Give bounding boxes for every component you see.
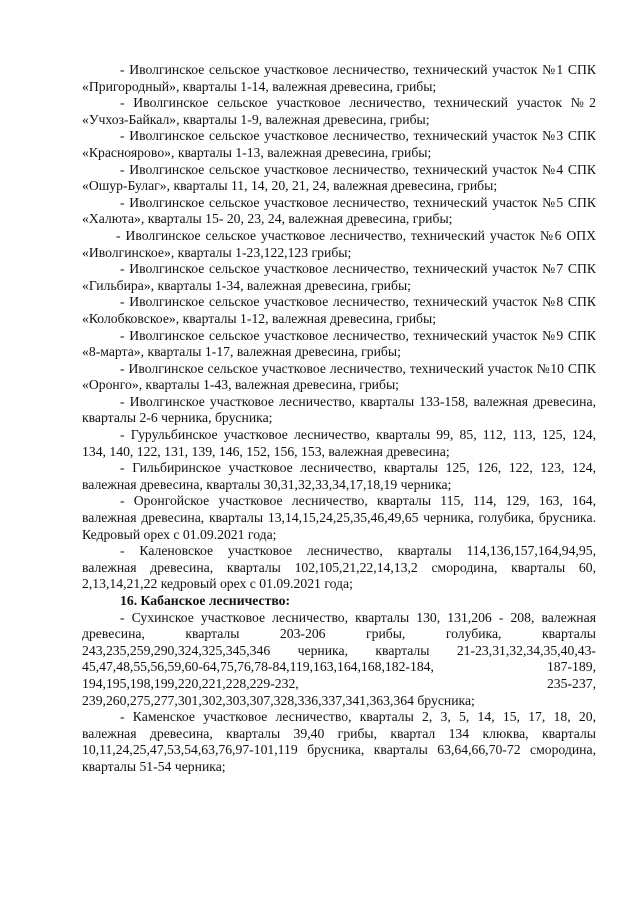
paragraph-10: - Иволгинское сельское участковое лесничество, технический участок №10 СПК «Оронго», кварталы 1-43, валежная древесина, грибы; [82, 360, 596, 393]
paragraph-16: - Сухинское участковое лесничество, кварталы 130, 131,206 - 208, валежная древесина, кварталы 203-206 грибы, голубика, кварталы 243,235,259,290,324,325,345,346 черника, кварталы 21-23,31,32,34,35,40,43-45,47,48,55,56,59,60-64,75,76,78-84,119,163,164,168,182-184, 187-189, 194,195,198,199,220,221,228,229-232, 235-237, 239,260,275,277,301,302,303,307,328,336,337,341,363,364 брусника; [82, 609, 596, 708]
paragraph-14: - Оронгойское участковое лесничество, кварталы 115, 114, 129, 163, 164, валежная древесина, кварталы 13,14,15,24,25,35,46,49,65 черника, голубика, брусника. Кедровый орех с 01.09.2021 года; [82, 493, 596, 542]
paragraph-8: - Иволгинское сельское участковое лесничество, технический участок №8 СПК «Колобковское», кварталы 1-12, валежная древесина, грибы; [82, 294, 596, 326]
paragraph-17: - Каменское участковое лесничество, кварталы 2, 3, 5, 14, 15, 17, 18, 20, валежная древесина, кварталы 39,40 грибы, квартал 134 клюква, кварталы 10,11,24,25,47,53,54,63,76,97-101,119 брусника, кварталы 63,64,66,70-72 смородина, кварталы 51-54 черника; [82, 709, 596, 774]
paragraph-3: - Иволгинское сельское участковое лесничество, технический участок №3 СПК «Краснояровo», кварталы 1-13, валежная древесина, грибы; [82, 128, 596, 160]
paragraph-2: - Иволгинское сельское участковое лесничество, технический участок №2 «Учхоз-Байкал», кварталы 1-9, валежная древесина, грибы; [82, 95, 596, 127]
paragraph-15: - Каленовское участковое лесничество, кварталы 114,136,157,164,94,95, валежная древесина, кварталы 102,105,21,22,14,13,2 смородина, кварталы 60, 2,13,14,21,22 кедровый орех с 01.09.2021 года; [82, 543, 596, 592]
paragraph-12: - Гурульбинское участковое лесничество, кварталы 99, 85, 112, 113, 125, 124, 134, 140, 122, 131, 139, 146, 152, 156, 153, валежная древесина; [82, 427, 596, 459]
paragraph-7: - Иволгинское сельское участковое лесничество, технический участок №7 СПК «Гильбира», кварталы 1-34, валежная древесина, грибы; [82, 261, 596, 293]
paragraph-11: - Иволгинское участковое лесничество, кварталы 133-158, валежная древесина, кварталы 2-6 черника, брусника; [82, 393, 596, 426]
section-heading: 16. Кабанское лесничество: [120, 593, 291, 608]
paragraph-4: - Иволгинское сельское участковое лесничество, технический участок №4 СПК «Ошур-Булаг», кварталы 11, 14, 20, 21, 24, валежная древесина, грибы; [82, 161, 596, 194]
paragraph-5: - Иволгинское сельское участковое лесничество, технический участок №5 СПК «Халюта», кварталы 15- 20, 23, 24, валежная древесина, грибы; [82, 194, 596, 227]
paragraph-6: - Иволгинское сельское участковое лесничество, технический участок №6 ОПХ «Иволгинское», кварталы 1-23,122,123 грибы; [82, 227, 596, 260]
document-page [82, 62, 596, 776]
paragraph-13: - Гильбиринское участковое лесничество, кварталы 125, 126, 122, 123, 124, валежная древесина, кварталы 30,31,32,33,34,17,18,19 черника; [82, 460, 596, 492]
paragraph-1: - Иволгинское сельское участковое лесничество, технический участок №1 СПК «Пригородный», кварталы 1-14, валежная древесина, грибы; [82, 62, 596, 94]
paragraph-9: - Иволгинское сельское участковое лесничество, технический участок №9 СПК «8-марта», кварталы 1-17, валежная древесина, грибы; [82, 327, 596, 360]
